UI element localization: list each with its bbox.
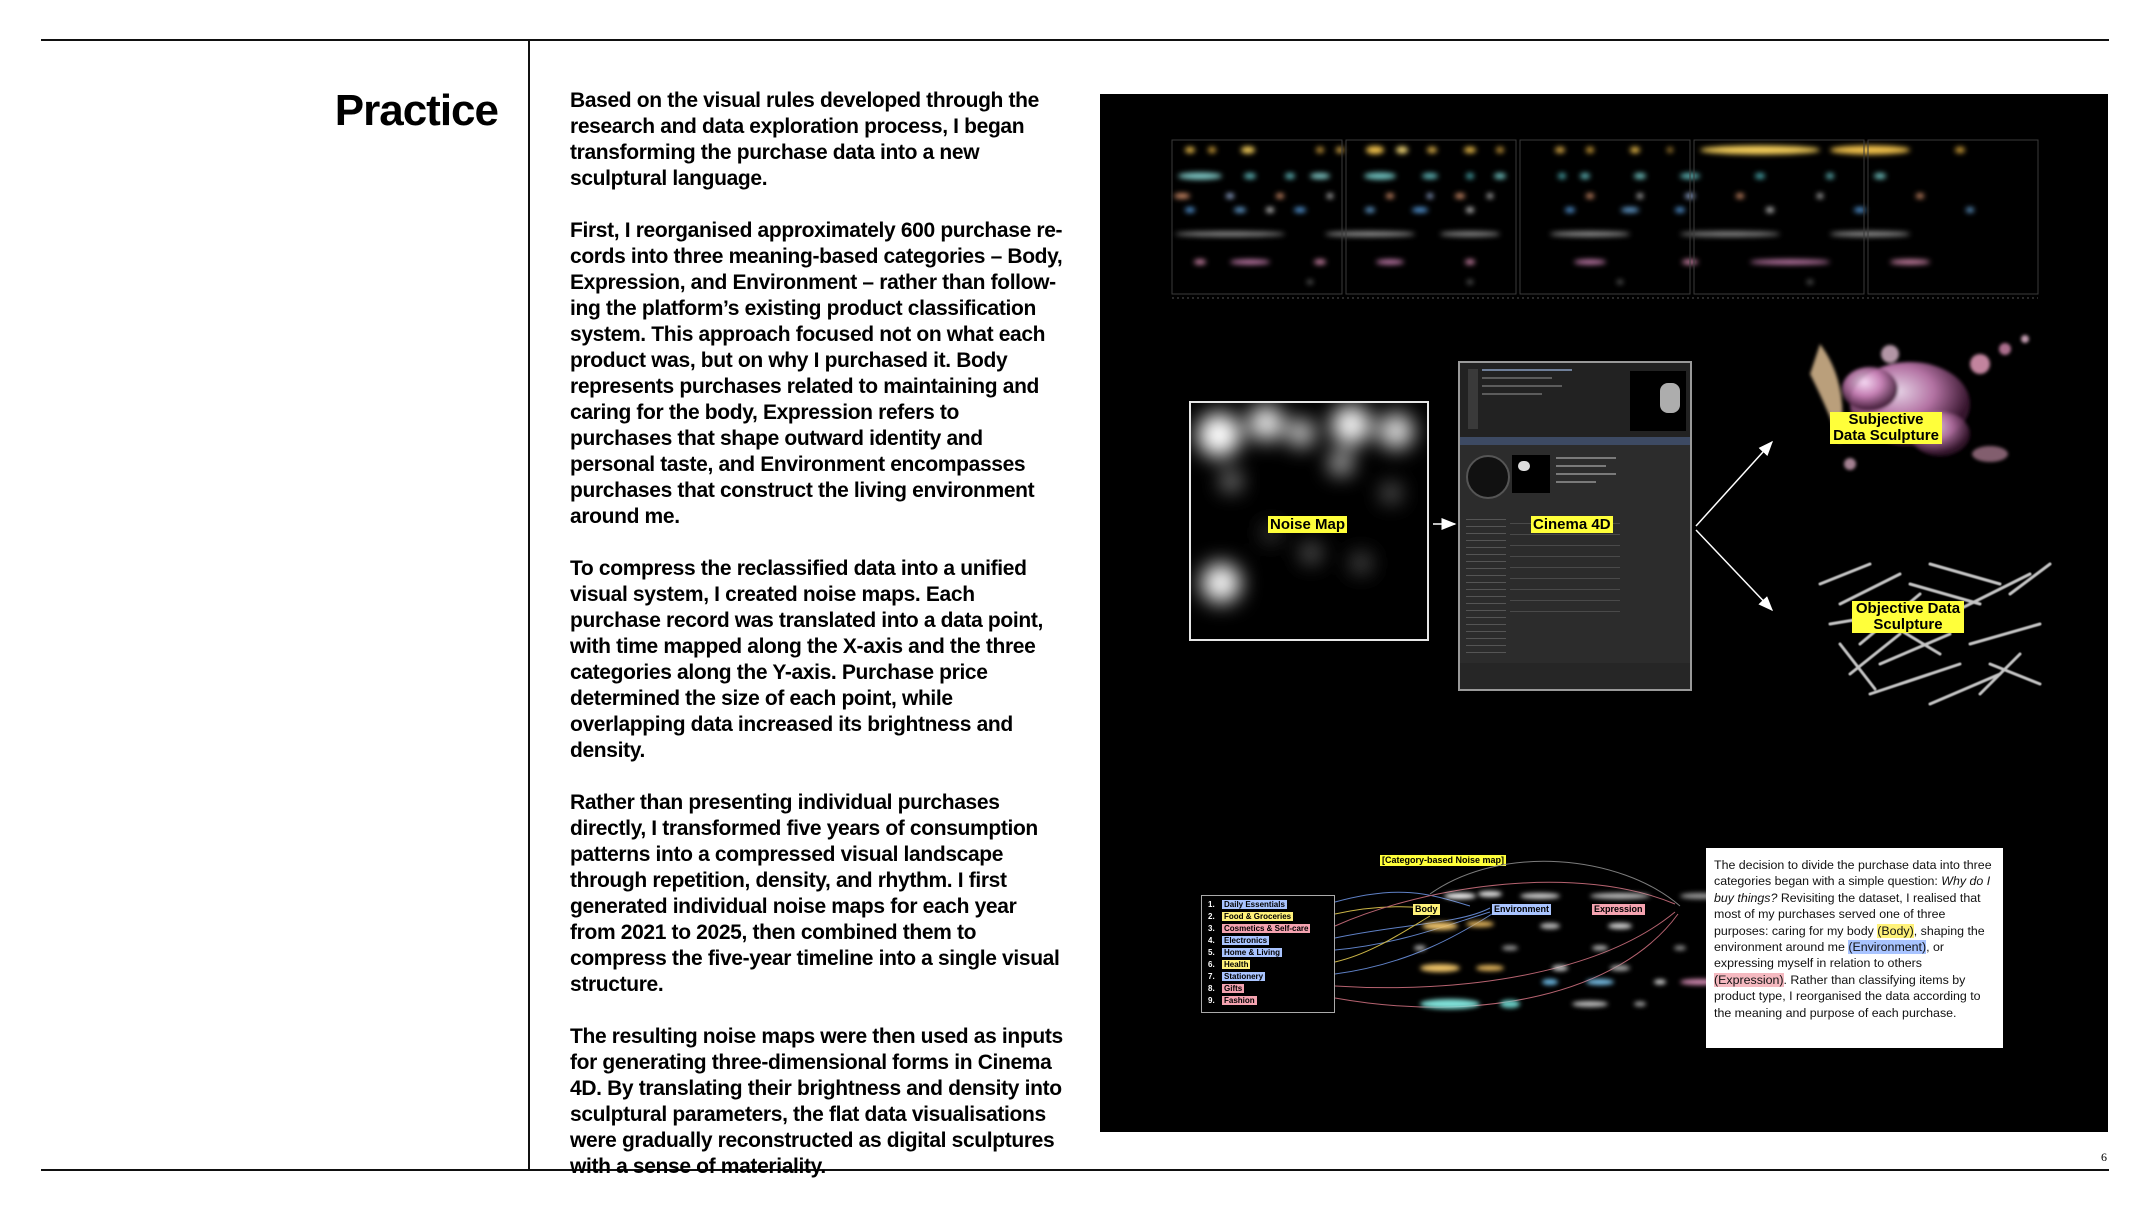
- category-item: 3. Cosmetics & Self-care: [1208, 924, 1309, 933]
- body-text: [570, 88, 1065, 1206]
- category-map-label: [Category-based Noise map]: [1382, 855, 1505, 865]
- group-tag-expression: Expression: [1594, 904, 1643, 914]
- paragraph: Rather than presenting individual purchases directly, I transformed five years of consumption patterns into a compressed visual landscape through repetition, density, and rhythm. I first generated individual noise maps for each year from 2021 to 2025, then combined them to compress the five-year timeline into a single visual structure.: [570, 791, 1060, 996]
- objective-sculpture-label: Objective Data Sculpture: [1852, 601, 1964, 633]
- highlight-body: (Body): [1877, 923, 1914, 938]
- highlight-environment: (Environment): [1848, 940, 1927, 955]
- category-item: 2. Food & Groceries: [1208, 912, 1292, 921]
- category-item: 6. Health: [1208, 960, 1249, 969]
- paragraph: The resulting noise maps were then used as inputs for generating three-dimensional forms in Cinema 4D. By translating their brightness and density into sculptural parameters, the flat data visualisations were gradually reconstructed as digital sculptures with a sense of materiality.: [570, 1025, 1063, 1178]
- paragraph: To compress the reclassified data into a unified visual system, I created noise maps. Each purchase record was translated into a data point, with time mapped along the X-axis and the three categories along the Y-axis. Purchase price determined the size of each point, while overlapping data increased its brightness and density.: [570, 557, 1043, 762]
- group-tag-environment: Environment: [1494, 904, 1550, 914]
- page-number: 6: [2101, 1150, 2107, 1164]
- explanatory-note: The decision to divide the purchase data into three categories began with a simple question: Why do I buy things? Revisiting the dataset, I realised that most of my purchases served one of three purposes: caring for my body (Body), shaping the environment around me (Environment), or expressing myself in relation to others (Expression). Rather than classifying items by product type, I reorganised the data according to the meaning and purpose of each purchase.: [1706, 848, 2003, 1048]
- category-item: 5. Home & Living: [1208, 948, 1281, 957]
- category-item: 4. Electronics: [1208, 936, 1268, 945]
- category-item: 9. Fashion: [1208, 996, 1255, 1005]
- category-item: 7. Stationery: [1208, 972, 1264, 981]
- noise-map-label: Noise Map: [1270, 516, 1346, 533]
- cinema-4d-label: Cinema 4D: [1533, 516, 1611, 533]
- highlight-expression: (Expression): [1714, 972, 1784, 987]
- paragraph: First, I reorganised approximately 600 purchase records into three meaning-based categories – Body, Expression, and Environment – rather than following the platform’s existing product classification system. This approach focused not on what each product was, but on why I purchased it. Body represents purchases related to maintaining and caring for the body, Expression refers to purchases that shape outward identity and personal taste, and Environment encompasses purchases that construct the living environment around me.: [570, 219, 1063, 528]
- page-title: Practice: [334, 86, 498, 135]
- paragraph: Based on the visual rules developed through the research and data exploration process, I began transforming the purchase data into a new sculptural language.: [570, 89, 1039, 190]
- top-rule: [41, 39, 2109, 41]
- bottom-rule: [41, 1169, 2109, 1171]
- process-figure: [1100, 94, 2108, 1132]
- group-tag-body: Body: [1415, 904, 1438, 914]
- column-divider: [528, 41, 530, 1169]
- category-item: 8. Gifts: [1208, 984, 1243, 993]
- category-item: 1. Daily Essentials: [1208, 900, 1285, 909]
- subjective-sculpture-label: Subjective Data Sculpture: [1830, 412, 1942, 444]
